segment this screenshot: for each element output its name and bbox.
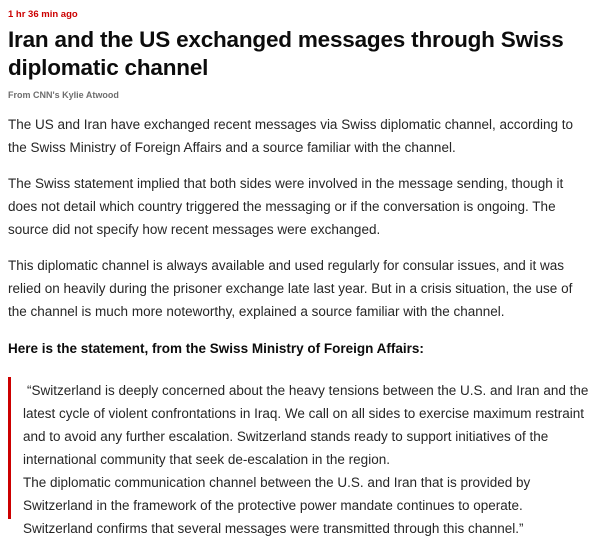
post-byline: From CNN's Kylie Atwood [8,90,119,100]
body-paragraph-3: This diplomatic channel is always available and used regularly for consular issues, and it was relied on heavily during the prisoner exchange late last year. But in a crisis situation, the use of the channel is much more noteworthy, explained a source familiar with the channel. [8,258,573,319]
quote-accent-bar [8,377,11,519]
statement-intro: Here is the statement, from the Swiss Ministry of Foreign Affairs: [8,341,424,356]
body-paragraph-1: The US and Iran have exchanged recent messages via Swiss diplomatic channel, according to the Swiss Ministry of Foreign Affairs and a source familiar with the channel. [8,117,574,155]
quote-paragraph-1: “Switzerland is deeply concerned about the heavy tensions between the U.S. and Iran and the latest cycle of violent confrontations in Iraq. We call on all sides to exercise maximum restraint and to avoid any further escalation. Switzerland stands ready to support initiatives of the international community that seek de-escalation in the region. [23,383,589,467]
body-paragraph-2: The Swiss statement implied that both sides were involved in the message sending, though it does not detail which country triggered the messaging or if the conversation is ongoing. The source did not specify how recent messages were exchanged. [8,176,564,237]
post-headline: Iran and the US exchanged messages through Swiss diplomatic channel [8,27,564,80]
quote-paragraph-2: The diplomatic communication channel between the U.S. and Iran that is provided by Switzerland in the framework of the protective power mandate continues to operate. Switzerland confirms that several messages were transmitted through this channel.” [23,475,531,536]
statement-quote [8,377,592,540]
post-timestamp: 1 hr 36 min ago [8,9,78,20]
